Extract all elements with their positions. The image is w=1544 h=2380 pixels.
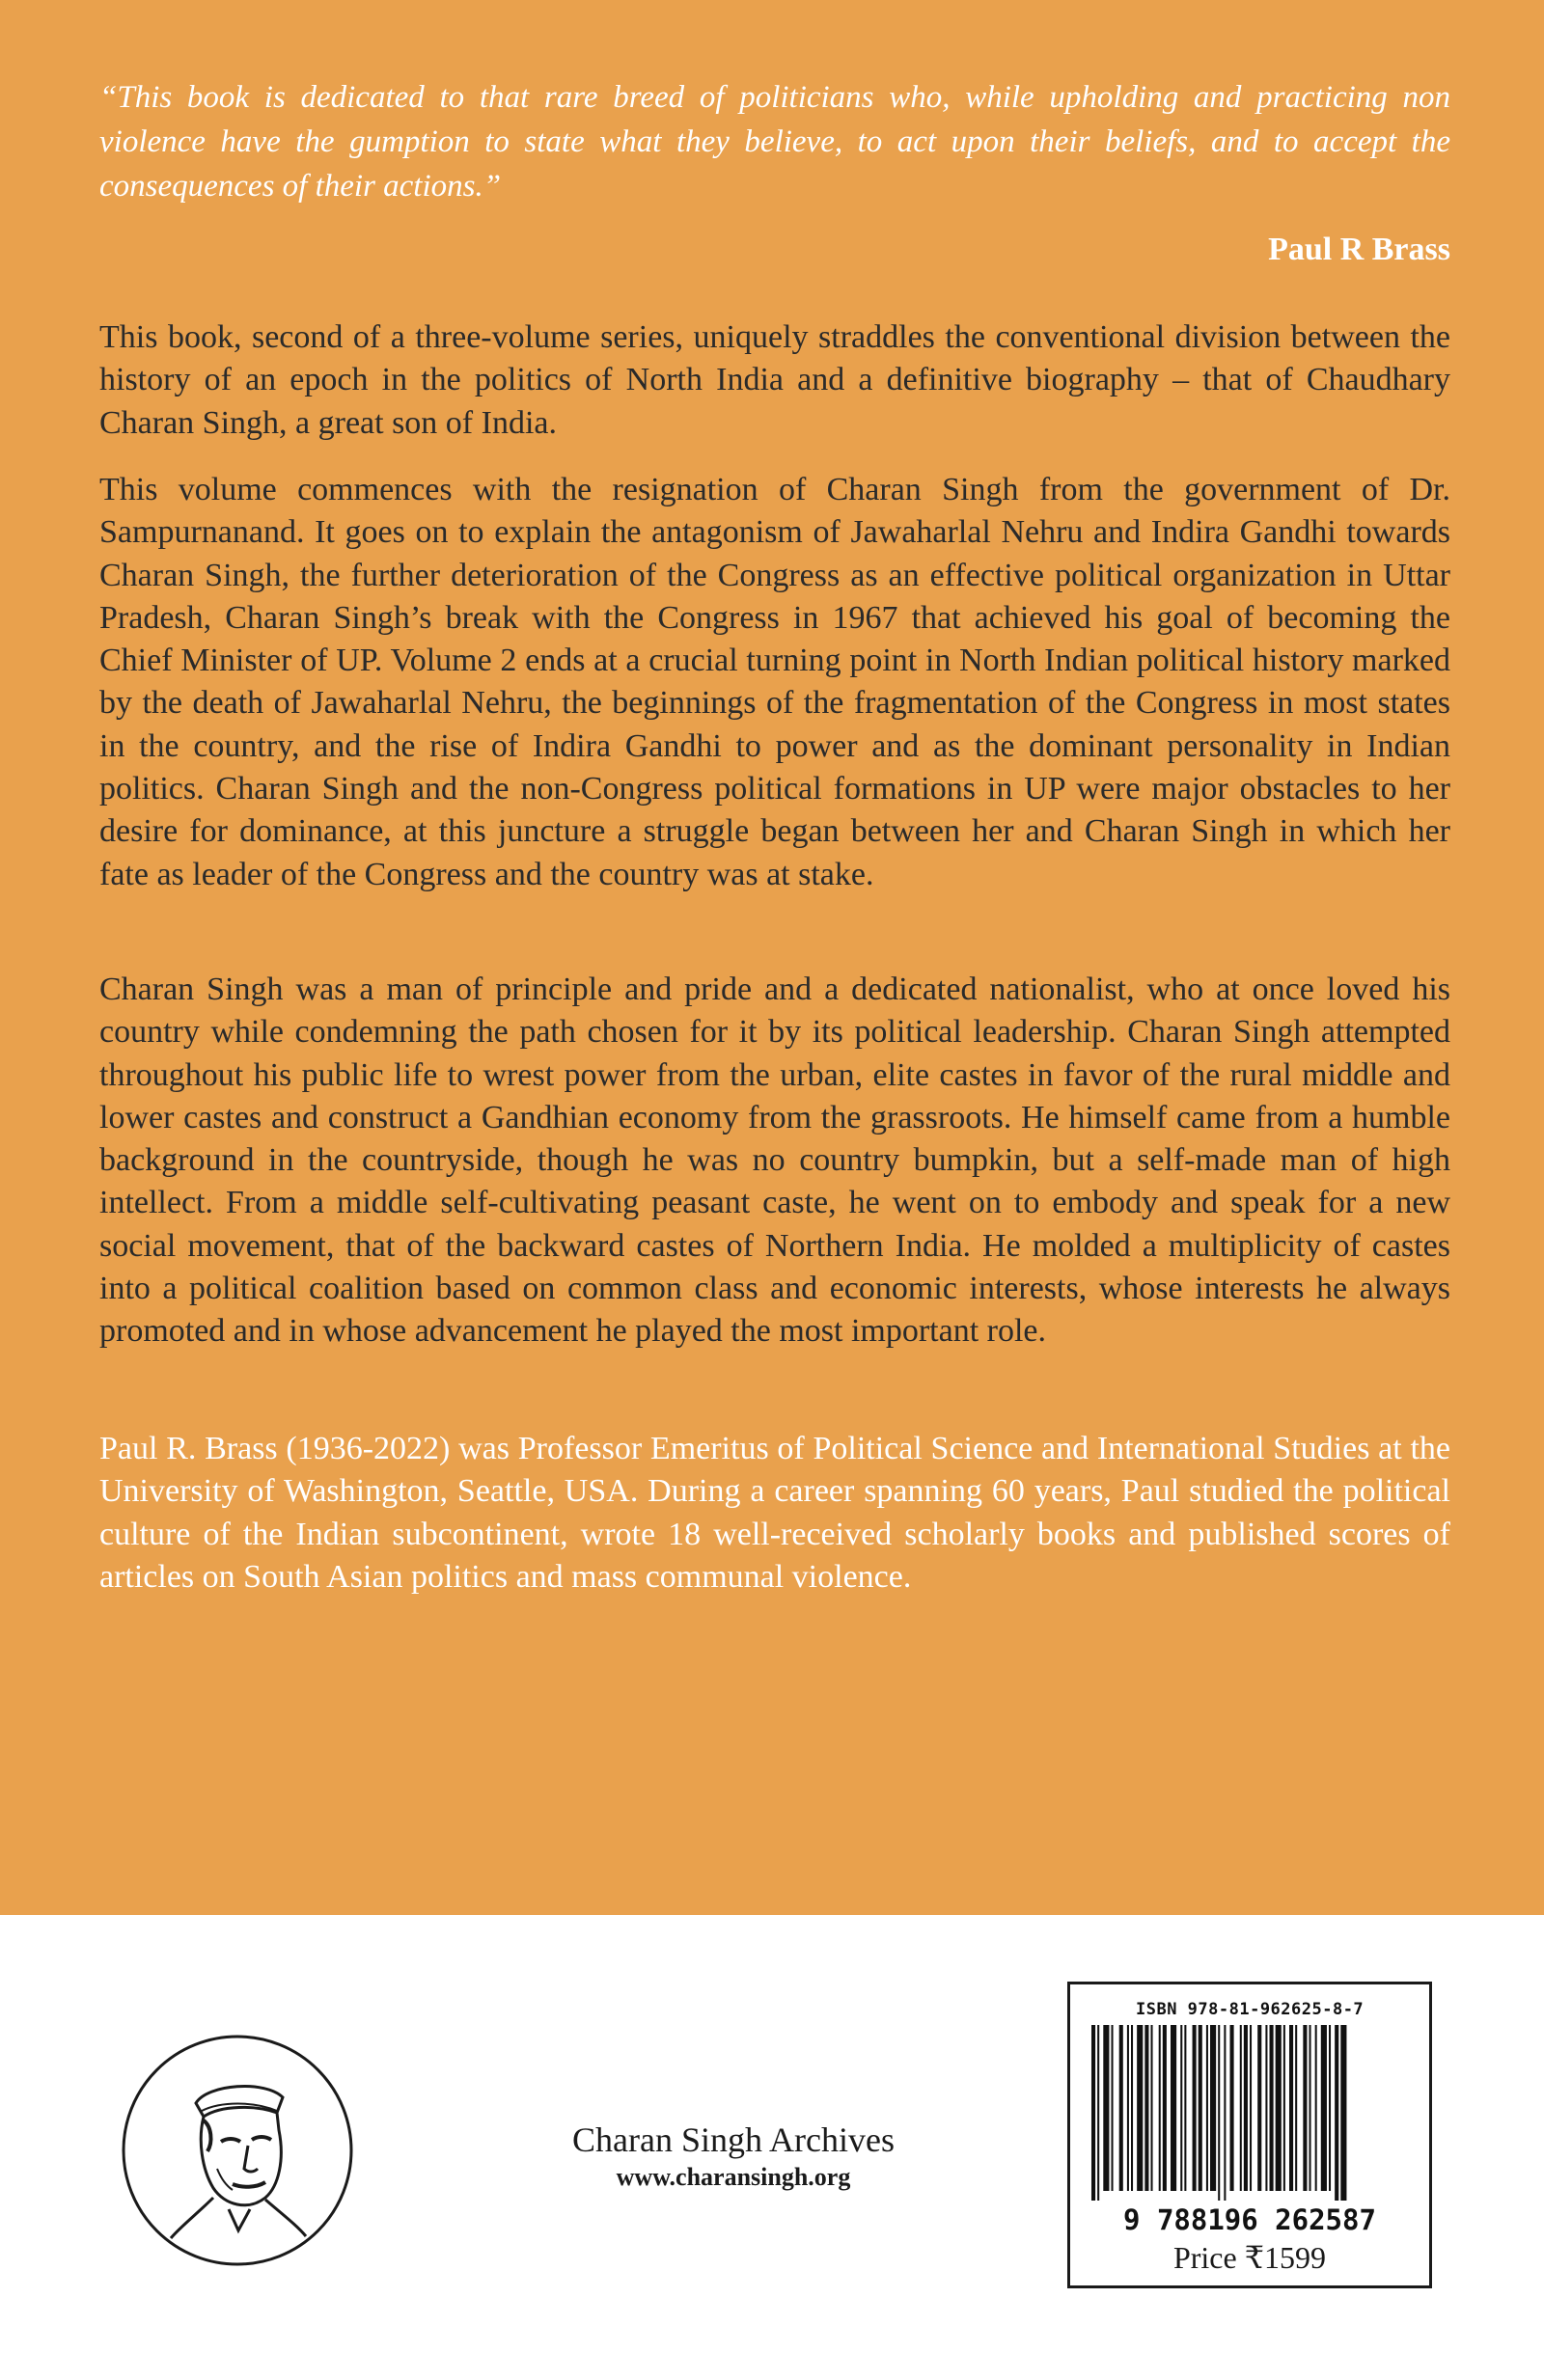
barcode-bar — [1289, 2025, 1293, 2191]
barcode-bar — [1250, 2025, 1252, 2191]
portrait-logo-icon — [121, 2034, 354, 2267]
barcode-bar — [1131, 2025, 1133, 2191]
barcode-bar — [1329, 2025, 1331, 2191]
barcode-bar — [1276, 2025, 1282, 2191]
barcode-bar — [1265, 2025, 1267, 2191]
barcode-bar — [1230, 2025, 1234, 2191]
barcode-bar — [1240, 2025, 1242, 2191]
blurb-paragraph-3: Charan Singh was a man of principle and pride and a dedicated nationalist, who at once loved his country while condemning the path chosen for it by its political leadership. Charan Singh attempted throughout his public life to wrest power from the urban, elite castes in favor of the rural middle and lower castes and construct a Gandhian economy from the grassroots. He himself came from a humble background in the countryside, though he was no country bumpkin, but a self-made man of high intellect. From a middle self-cultivating peasant caste, he went on to embody and speak for a new social movement, that of the backward castes of Northern India. He molded a multiplicity of castes into a political coalition based on common class and economic interests, whose interests he always promoted and in whose advancement he played the most important role. — [99, 971, 1450, 1350]
blurb-paragraph-2: This volume commences with the resignation of Charan Singh from the government of Dr. Sampurnanand. It goes on to explain the antagonism of Jawaharlal Nehru and Indira Gandhi towards Charan Singh, the further deterioration of the Congress as an effective political organization in Uttar Pradesh, Charan Singh’s break with the Congress in 1967 that achieved his goal of becoming the Chief Minister of UP. Volume 2 ends at a crucial turning point in North Indian political history marked by the death of Jawaharlal Nehru, the beginnings of the fragmentation of the Congress in most states in the country, and the rise of Indira Gandhi to power and as the dominant personality in Indian politics. Charan Singh and the non-Congress political formations in UP were major obstacles to her desire for dominance, at this juncture a struggle began between her and Charan Singh in which her fate as leader of the Congress and the country was at stake. — [99, 472, 1450, 892]
barcode-bar — [1159, 2025, 1161, 2191]
barcode-bar — [1210, 2025, 1216, 2191]
barcode-bar — [1340, 2025, 1346, 2201]
barcode-bar — [1127, 2025, 1129, 2191]
isbn-barcode-box — [1067, 1982, 1432, 2288]
barcode-bar — [1244, 2025, 1248, 2191]
barcode-bar — [1184, 2025, 1186, 2191]
barcode-bar — [1137, 2025, 1143, 2191]
barcode-bar — [1218, 2025, 1220, 2201]
publisher-website: www.charansingh.org — [616, 2163, 851, 2191]
barcode-bar — [1091, 2025, 1095, 2201]
blurb-paragraph-1: This book, second of a three-volume series, uniquely straddles the conventional division between the history of an epoch in the politics of North India and a definitive biography – that of Chaudhary Charan Singh, a great son of India. — [99, 319, 1450, 441]
barcode-bar — [1103, 2025, 1109, 2191]
barcode-icon — [1084, 2025, 1416, 2233]
barcode-bar — [1257, 2025, 1261, 2191]
dedication-quote: “This book is dedicated to that rare breed of politicians who, while upholding and practicing non violence have the gumption to state what they believe, to act upon their beliefs, and to accept the consequences of their actions.” — [99, 80, 1450, 204]
barcode-bar — [1206, 2025, 1208, 2191]
price-label: Price ₹1599 — [1172, 2240, 1327, 2275]
barcode-bar — [1144, 2025, 1148, 2191]
quote-attribution: Paul R Brass — [1268, 232, 1450, 267]
barcode-bar — [1224, 2025, 1226, 2201]
barcode-bar — [1315, 2025, 1317, 2191]
barcode-bar — [1180, 2025, 1182, 2191]
publisher-block — [540, 2119, 926, 2194]
barcode-bar — [1163, 2025, 1167, 2191]
barcode-bar — [1119, 2025, 1123, 2191]
barcode-bar — [1171, 2025, 1176, 2191]
barcode-bar — [1151, 2025, 1153, 2191]
barcode-digits: 9 788196 262587 — [1123, 2203, 1376, 2233]
barcode-bar — [1199, 2025, 1202, 2191]
barcode-bar — [1295, 2025, 1297, 2191]
barcode-bar — [1335, 2025, 1338, 2201]
publisher-name: Charan Singh Archives — [572, 2120, 895, 2159]
isbn-label: ISBN 978-81-962625-8-7 — [1136, 2000, 1365, 2019]
barcode-bar — [1097, 2025, 1099, 2201]
author-bio: Paul R. Brass (1936-2022) was Professor Emeritus of Political Science and International Studies at the University of Washington, Seattle, USA. During a career spanning 60 years, Paul studied the political culture of the Indian subcontinent, wrote 18 well-received scholarly books and published scores of articles on South Asian politics and mass communal violence. — [99, 1431, 1450, 1595]
barcode-bar — [1283, 2025, 1285, 2191]
barcode-bar — [1193, 2025, 1197, 2191]
barcode-bar — [1303, 2025, 1307, 2191]
barcode-bar — [1310, 2025, 1311, 2191]
barcode-bar — [1112, 2025, 1114, 2191]
barcode-bar — [1270, 2025, 1274, 2191]
barcode-bar — [1321, 2025, 1327, 2191]
